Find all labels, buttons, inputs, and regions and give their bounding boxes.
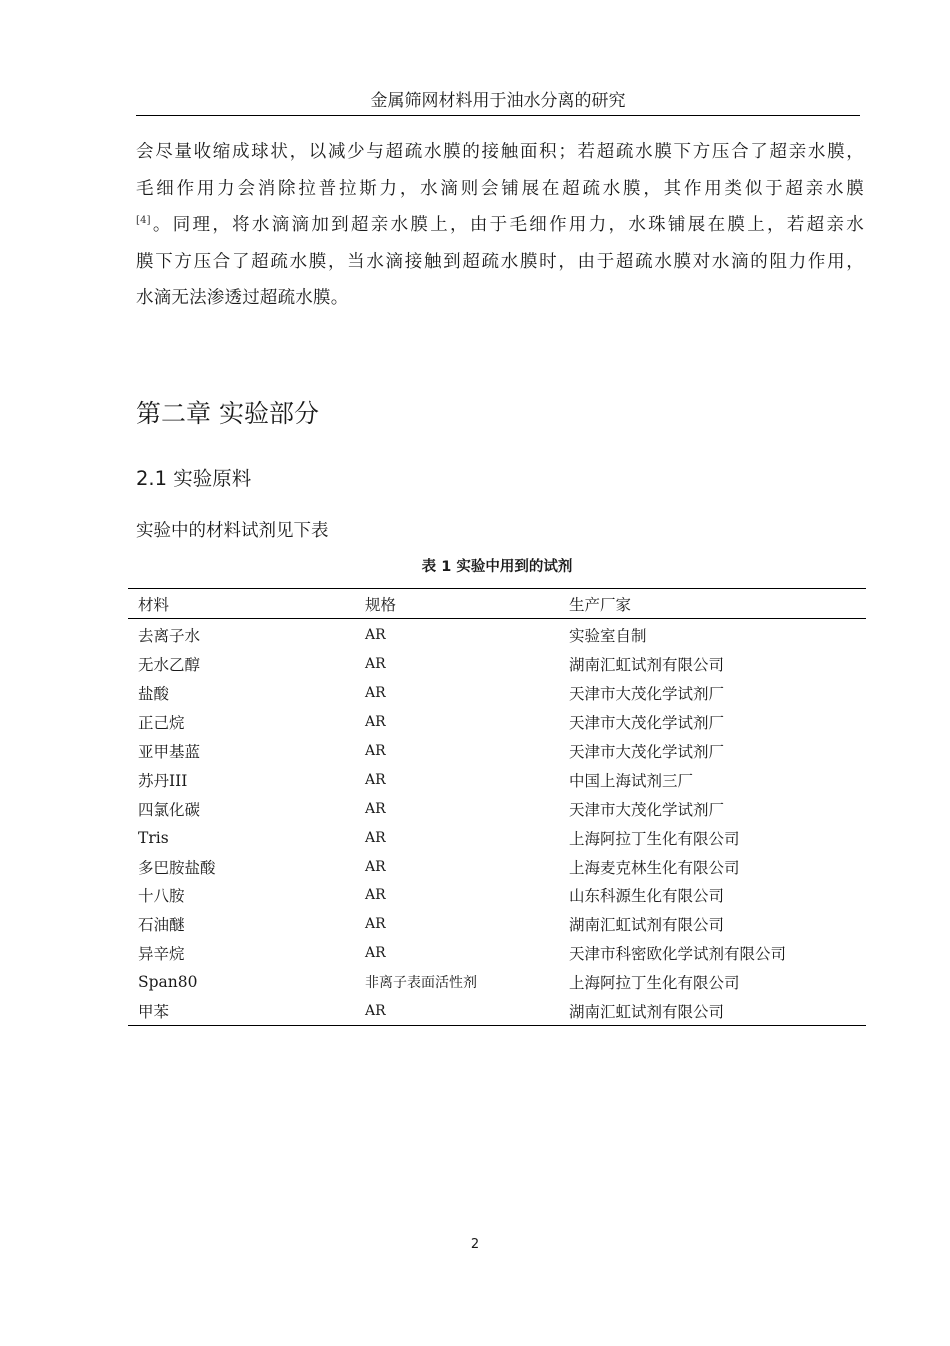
cell-material: 甲苯: [128, 997, 355, 1026]
cell-spec: AR: [365, 656, 386, 673]
table-row: [128, 823, 866, 852]
cell-material: 石油醚: [138, 916, 185, 935]
cell-spec: AR: [365, 771, 386, 788]
cell-material: 无水乙醇: [138, 656, 201, 675]
table-row: [128, 794, 866, 823]
header-manufacturer: 生产厂家: [559, 589, 866, 619]
cell-spec: AR: [365, 743, 386, 759]
cell-material: 多巴胺盐酸: [138, 858, 216, 877]
cell-manufacturer: 实验室自制: [569, 627, 647, 646]
table-row: [128, 910, 866, 939]
cell-material: Tris: [138, 828, 169, 847]
cell-material: 十八胺: [138, 887, 185, 906]
section-title: 2.1 实验原料: [136, 467, 252, 490]
cell-manufacturer: 中国上海试剂三厂: [569, 771, 694, 790]
cell-manufacturer: 天津市大茂化学试剂厂: [569, 743, 725, 761]
cell-manufacturer: 天津市大茂化学试剂厂: [569, 685, 725, 704]
table-row: [128, 765, 866, 794]
paragraph-line-2: 毛细作用力会消除拉普拉斯力，水滴则会铺展在超疏水膜，其作用类似于超亲水膜: [136, 178, 864, 199]
table-row: [128, 997, 866, 1026]
page-number: 2: [470, 1237, 480, 1252]
cell-manufacturer: 天津市科密欧化学试剂有限公司: [569, 945, 787, 964]
citation-marker: [4]: [136, 215, 151, 227]
table-row: [128, 619, 866, 650]
cell-spec: AR: [365, 887, 386, 904]
cell-spec: 非离子表面活性剂: [365, 975, 477, 992]
cell-manufacturer: 湖南汇虹试剂有限公司: [569, 916, 725, 935]
header-spec: 规格: [355, 589, 559, 619]
table-row: [128, 708, 866, 737]
cell-material: 去离子水: [138, 627, 201, 646]
cell-spec: AR: [365, 685, 386, 702]
body-paragraph: [136, 134, 864, 317]
cell-material: 亚甲基蓝: [138, 743, 201, 761]
header-rule: [136, 115, 860, 116]
cell-manufacturer: 上海麦克林生化有限公司: [569, 858, 740, 877]
chapter-title: 第二章 实验部分: [136, 399, 319, 428]
cell-manufacturer: 天津市大茂化学试剂厂: [569, 714, 725, 733]
cell-material: 盐酸: [138, 685, 170, 704]
cell-spec: AR: [355, 997, 559, 1026]
table-intro-text: 实验中的材料试剂见下表: [136, 521, 329, 541]
cell-spec: AR: [365, 829, 386, 846]
running-header: 金属筛网材料用于油水分离的研究: [370, 91, 626, 111]
table-row: [128, 679, 866, 708]
paragraph-line-5: 水滴无法渗透过超疏水膜。: [136, 288, 349, 308]
cell-material: 四氯化碳: [138, 800, 201, 819]
paragraph-line-3: [136, 207, 864, 244]
cell-manufacturer: 山东科源生化有限公司: [569, 887, 725, 906]
cell-material: 异辛烷: [138, 945, 185, 964]
cell-manufacturer: 湖南汇虹试剂有限公司: [569, 656, 725, 675]
table-row: [128, 881, 866, 910]
cell-material: 苏丹III: [138, 771, 188, 790]
table-row: [128, 852, 866, 881]
table-row: [128, 650, 866, 679]
table-header-row: [128, 589, 866, 619]
cell-material: Span80: [138, 973, 198, 992]
table-caption: 表 1 实验中用到的试剂: [421, 559, 573, 575]
table-row: [128, 939, 866, 968]
cell-manufacturer: 上海阿拉丁生化有限公司: [569, 974, 740, 993]
paragraph-line-1: 会尽量收缩成球状，以减少与超疏水膜的接触面积；若超疏水膜下方压合了超亲水膜，: [136, 142, 864, 162]
cell-spec: AR: [365, 945, 386, 962]
cell-spec: AR: [365, 800, 386, 817]
cell-material: 正己烷: [138, 714, 185, 733]
table-row: [128, 968, 866, 997]
cell-manufacturer: 湖南汇虹试剂有限公司: [559, 997, 866, 1026]
paragraph-line-4: 膜下方压合了超疏水膜，当水滴接触到超疏水膜时，由于超疏水膜对水滴的阻力作用，: [136, 251, 864, 272]
reagent-table: [128, 588, 866, 1026]
cell-spec: AR: [365, 627, 386, 644]
cell-spec: AR: [365, 916, 386, 933]
cell-manufacturer: 上海阿拉丁生化有限公司: [569, 829, 740, 848]
header-material: 材料: [128, 589, 355, 619]
cell-spec: AR: [365, 714, 386, 731]
paragraph-line-3-text: 。同理，将水滴滴加到超亲水膜上，由于毛细作用力，水珠铺展在膜上，若超亲水: [150, 215, 864, 235]
cell-manufacturer: 天津市大茂化学试剂厂: [569, 800, 725, 819]
cell-spec: AR: [365, 858, 386, 875]
table-row: [128, 737, 866, 766]
